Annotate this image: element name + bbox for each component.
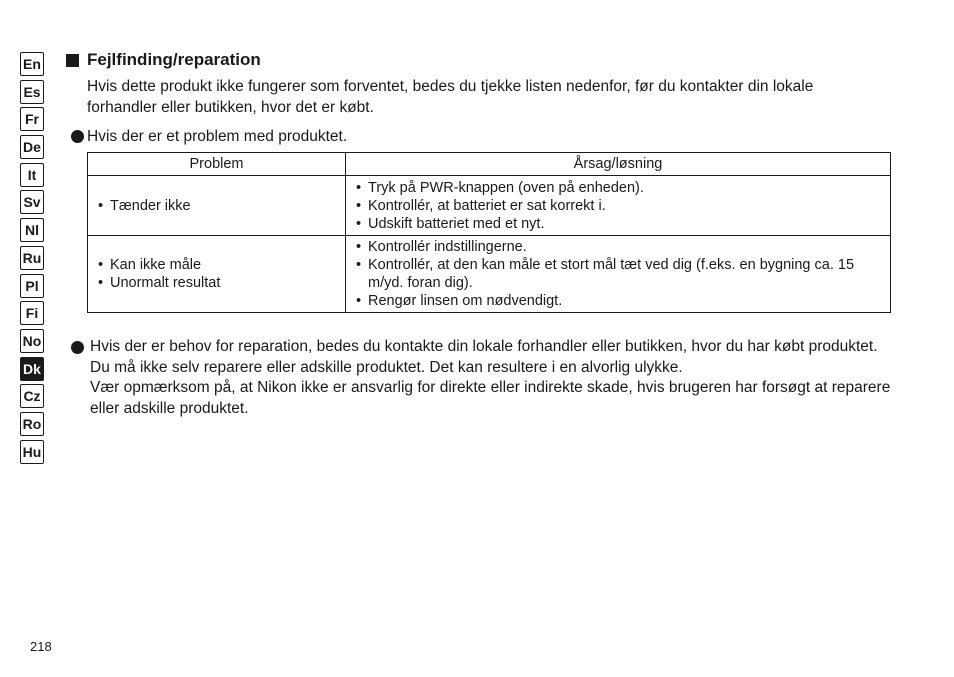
language-tabs <box>20 52 44 467</box>
solution-item: • Kontrollér, at den kan måle et stort mål tæt ved dig (f.eks. en bygning ca. 15 m/yd. foran dig). <box>354 256 890 292</box>
repair-text-2: Du må ikke selv reparere eller adskille produktet. Det kan resultere i en alvorlig ulykke. <box>90 358 683 376</box>
problem-item: • Kan ikke måle <box>96 256 345 274</box>
language-tab[interactable]: Fr <box>20 107 44 131</box>
solution-item: • Tryk på PWR-knappen (oven på enheden). <box>354 179 890 197</box>
circle-bullet-icon <box>71 341 84 354</box>
repair-text-1: Hvis der er behov for reparation, bedes du kontakte din lokale forhandler eller butikken, hvor du har købt produktet. <box>90 338 878 355</box>
troubleshooting-table <box>87 152 891 313</box>
language-tab[interactable]: Ru <box>20 246 44 270</box>
solution-item: • Udskift batteriet med et nyt. <box>354 215 890 233</box>
language-tab[interactable]: No <box>20 329 44 353</box>
language-tab[interactable]: En <box>20 52 44 76</box>
language-tab-active[interactable]: Dk <box>20 357 44 381</box>
solution-item: • Rengør linsen om nødvendigt. <box>354 292 890 310</box>
problem-item: • Tænder ikke <box>96 197 345 215</box>
solution-cell <box>346 176 891 236</box>
language-tab[interactable]: Hu <box>20 440 44 464</box>
table-row <box>88 176 891 236</box>
problem-heading-text: Hvis der er et problem med produktet. <box>87 128 348 145</box>
language-tab[interactable]: Fi <box>20 301 44 325</box>
solution-item: • Kontrollér, at batteriet er sat korrekt i. <box>354 197 890 215</box>
language-tab[interactable]: Sv <box>20 190 44 214</box>
language-tab[interactable]: Cz <box>20 384 44 408</box>
repair-section <box>71 337 891 419</box>
solution-cell <box>346 236 891 313</box>
repair-text-3: Vær opmærksom på, at Nikon ikke er ansvarlig for direkte eller indirekte skade, hvis brugeren har forsøgt at reparere eller adskille produktet. <box>90 379 891 417</box>
column-header-cause-solution: Årsag/løsning <box>346 153 891 176</box>
table-header-row <box>88 153 891 176</box>
column-header-problem: Problem <box>88 153 346 176</box>
square-bullet-icon <box>66 54 79 67</box>
problem-cell <box>88 236 346 313</box>
solution-item: • Kontrollér indstillingerne. <box>354 238 890 256</box>
page-number: 218 <box>30 639 52 654</box>
section-title: Fejlfinding/reparation <box>87 50 261 69</box>
circle-bullet-icon <box>71 130 84 143</box>
language-tab[interactable]: Pl <box>20 274 44 298</box>
language-tab[interactable]: De <box>20 135 44 159</box>
problem-item: • Unormalt resultat <box>96 274 345 292</box>
table-row <box>88 236 891 313</box>
language-tab[interactable]: It <box>20 163 44 187</box>
problem-cell <box>88 176 346 236</box>
language-tab[interactable]: Nl <box>20 218 44 242</box>
intro-text: Hvis dette produkt ikke fungerer som forventet, bedes du tjekke listen nedenfor, før du kontakter din lokale forhandler eller butikken, hvor det er købt. <box>87 78 814 116</box>
language-tab[interactable]: Es <box>20 80 44 104</box>
language-tab[interactable]: Ro <box>20 412 44 436</box>
section-heading <box>66 50 261 70</box>
problem-heading <box>71 126 347 147</box>
